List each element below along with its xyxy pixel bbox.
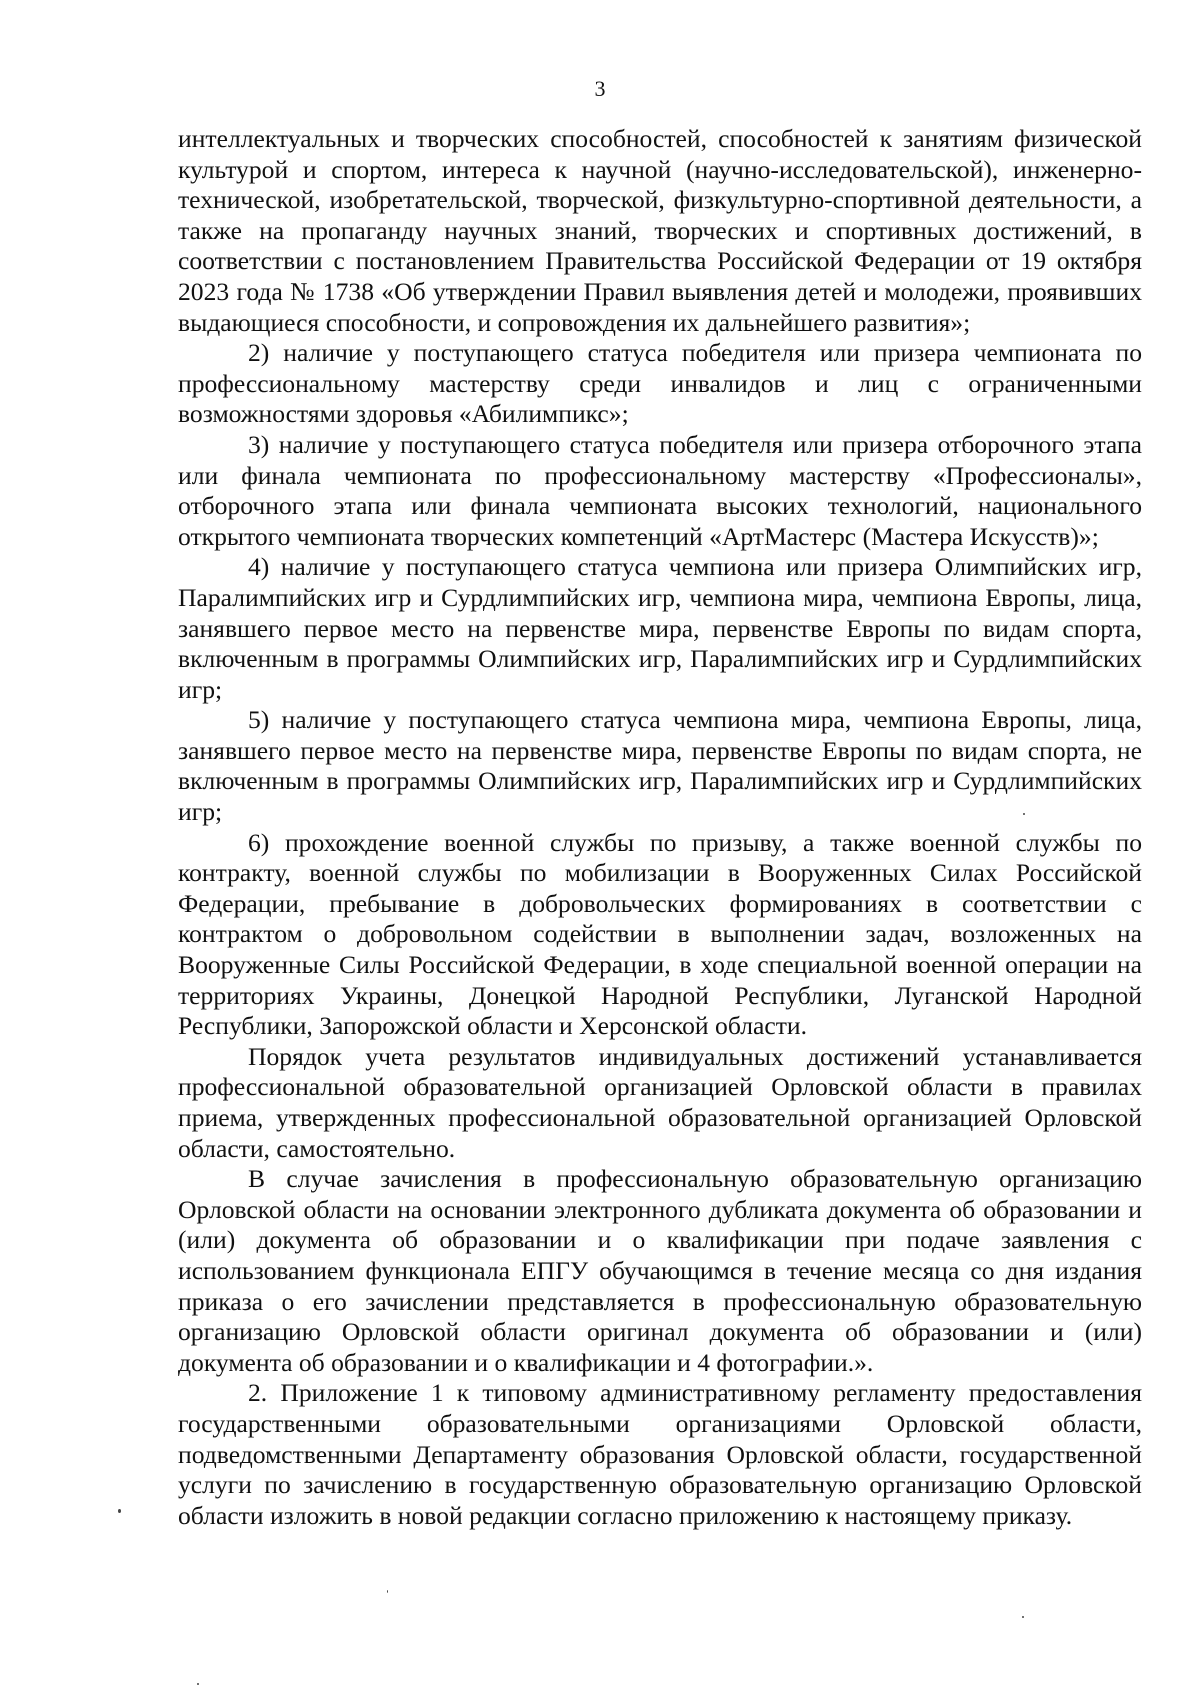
paragraph-procedure: Порядок учета результатов индивидуальных достижений устанавливается профессиональной образовательной организацией Орловской области в правилах приема, утвержденных профессиональной образовательной организацией Орловской области, самостоятельно.	[178, 1041, 1142, 1163]
scan-speck	[1023, 813, 1025, 815]
scan-speck	[197, 1683, 199, 1685]
paragraph-appendix-change: 2. Приложение 1 к типовому административному регламенту предоставления государственными образовательными организациями Орловской области, подведомственными Департаменту образования Орловской области, государственной услуги по зачислению в государственную образовательную организацию Орловской области изложить в новой редакции согласно приложению к настоящему приказу.	[178, 1378, 1142, 1530]
list-item-3: 3) наличие у поступающего статуса победителя или призера отборочного этапа или финала чемпионата по профессиональному мастерству «Профессионалы», отборочного этапа или финала чемпионата высоких технологий, национального открытого чемпионата творческих компетенций «АртМастерс (Мастера Искусств)»;	[178, 429, 1142, 551]
document-body	[178, 124, 1142, 1531]
list-item-6: 6) прохождение военной службы по призыву, а также военной службы по контракту, военной службы по мобилизации в Вооруженных Силах Российской Федерации, пребывание в добровольческих формированиях в соответствии с контрактом о добровольном содействии в выполнении задач, возложенных на Вооруженные Силы Российской Федерации, в ходе специальной военной операции на территориях Украины, Донецкой Народной Республики, Луганской Народной Республики, Запорожской области и Херсонской области.	[178, 827, 1142, 1041]
list-item-5: 5) наличие у поступающего статуса чемпиона мира, чемпиона Европы, лица, занявшего первое место на первенстве мира, первенстве Европы по видам спорта, не включенным в программы Олимпийских игр, Паралимпийских игр и Сурдлимпийских игр;	[178, 705, 1142, 827]
list-item-4: 4) наличие у поступающего статуса чемпиона или призера Олимпийских игр, Паралимпийских игр и Сурдлимпийских игр, чемпиона мира, чемпиона Европы, лица, занявшего первое место на первенстве мира, первенстве Европы по видам спорта, включенным в программы Олимпийских игр, Паралимпийских игр и Сурдлимпийских игр;	[178, 552, 1142, 704]
scan-speck	[387, 1590, 388, 1593]
scan-speck	[118, 1509, 121, 1513]
paragraph-enrollment: В случае зачисления в профессиональную образовательную организацию Орловской области на основании электронного дубликата документа об образовании и (или) документа об образовании и о квалификации при подаче заявления с использованием функционала ЕПГУ обучающимся в течение месяца со дня издания приказа о его зачислении представляется в профессиональную образовательную организацию Орловской области оригинал документа об образовании и (или) документа об образовании и о квалификации и 4 фотографии.».	[178, 1164, 1142, 1377]
scan-speck	[1022, 1616, 1024, 1618]
paragraph-continuation: интеллектуальных и творческих способностей, способностей к занятиям физической культурой и спортом, интереса к научной (научно-исследовательской), инженерно-технической, изобретательской, творческой, физкультурно-спортивной деятельности, а также на пропаганду научных знаний, творческих и спортивных достижений, в соответствии с постановлением Правительства Российской Федерации от 19 октября 2023 года № 1738 «Об утверждении Правил выявления детей и молодежи, проявивших выдающиеся способности, и сопровождения их дальнейшего развития»;	[178, 124, 1142, 337]
list-item-2: 2) наличие у поступающего статуса победителя или призера чемпионата по профессиональному мастерству среди инвалидов и лиц с ограниченными возможностями здоровья «Абилимпикс»;	[178, 338, 1142, 429]
page-number: 3	[594, 76, 606, 101]
